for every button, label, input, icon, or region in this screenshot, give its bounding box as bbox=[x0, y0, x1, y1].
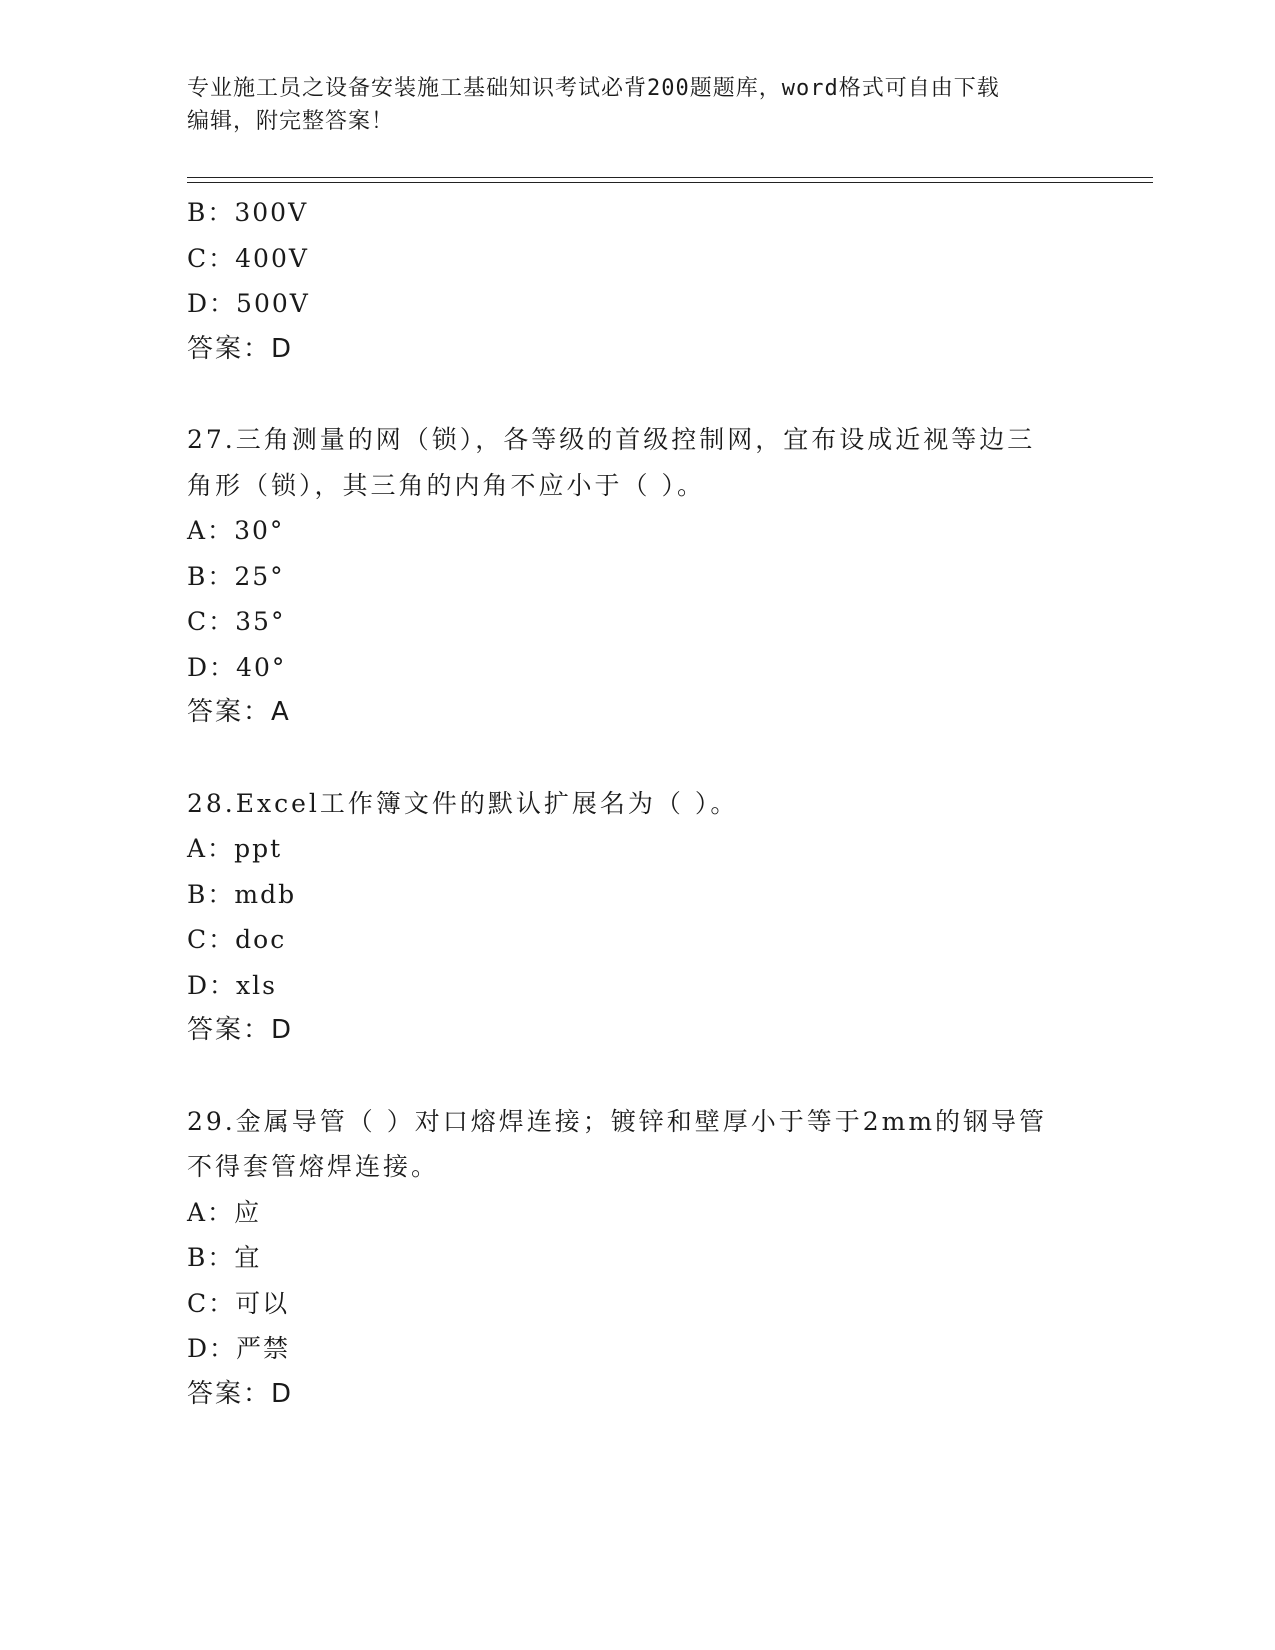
header-divider-top bbox=[187, 177, 1153, 178]
option-d: D：xls bbox=[187, 970, 277, 1000]
option-c: C：可以 bbox=[187, 1288, 290, 1318]
option-c: C：35° bbox=[187, 607, 286, 636]
option-d: D：500V bbox=[187, 289, 310, 318]
header-line-1: 专业施工员之设备安装施工基础知识考试必背200题题库，word格式可自由下载 bbox=[187, 76, 1000, 101]
document-header bbox=[187, 72, 1087, 138]
question-stem: 27.三角测量的网（锁），各等级的首级控制网，宜布设成近视等边三 bbox=[187, 425, 1036, 454]
answer-line: 答案：D bbox=[187, 1378, 294, 1409]
option-b: B：mdb bbox=[187, 879, 297, 909]
option-d: D：严禁 bbox=[187, 1334, 291, 1363]
question-stem: 不得套管熔焊连接。 bbox=[187, 1152, 440, 1181]
answer-line: 答案：D bbox=[187, 1015, 294, 1045]
header-line-2: 编辑，附完整答案！ bbox=[187, 109, 395, 134]
answer-line: 答案：D bbox=[187, 333, 294, 364]
option-b: B：300V bbox=[187, 198, 309, 227]
question-26-continuation bbox=[187, 190, 1087, 372]
option-a: A：30° bbox=[187, 516, 285, 545]
question-stem: 29.金属导管（ ）对口熔焊连接；镀锌和壁厚小于等于2mm的钢导管 bbox=[187, 1106, 1048, 1136]
option-b: B：25° bbox=[187, 561, 285, 591]
option-c: C：doc bbox=[187, 925, 287, 954]
answer-line: 答案：A bbox=[187, 697, 291, 727]
header-divider-bottom bbox=[187, 182, 1153, 183]
question-stem: 28.Excel工作簿文件的默认扩展名为（ ）。 bbox=[187, 788, 739, 818]
question-stem: 角形（锁），其三角的内角不应小于（ ）。 bbox=[187, 470, 705, 500]
option-c: C：400V bbox=[187, 243, 309, 273]
option-b: B：宜 bbox=[187, 1243, 262, 1272]
option-a: A：ppt bbox=[187, 834, 283, 863]
question-27 bbox=[187, 417, 1087, 736]
option-d: D：40° bbox=[187, 652, 287, 682]
question-28 bbox=[187, 781, 1087, 1054]
option-a: A：应 bbox=[187, 1197, 262, 1227]
question-29 bbox=[187, 1099, 1087, 1418]
document-body bbox=[187, 190, 1087, 1417]
